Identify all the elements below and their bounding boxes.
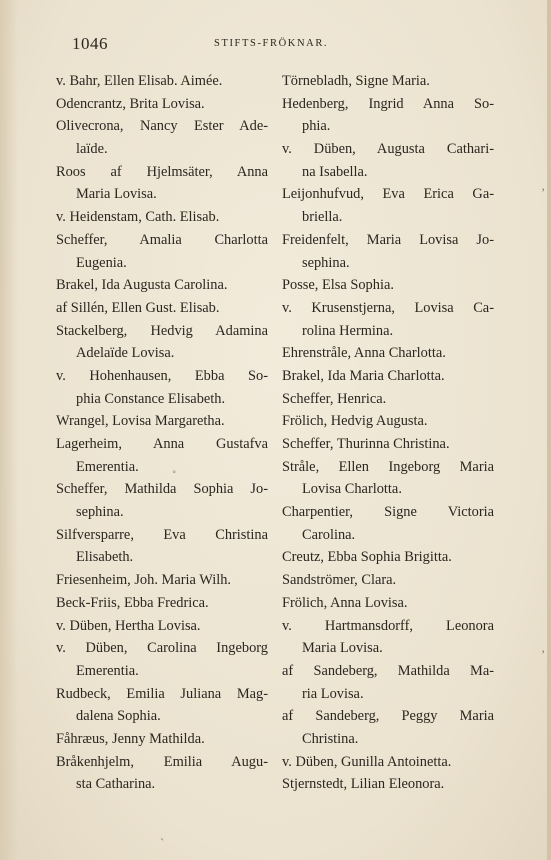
entry-line: Scheffer, Amalia Charlotta (56, 231, 268, 248)
entry-continuation-line: rolina Hermina. (302, 322, 394, 339)
entry-line: v. Düben, Carolina Ingeborg (56, 640, 268, 657)
entry-line: v. Düben, Augusta Cathari- (282, 141, 494, 158)
entry-line: Charpentier, Signe Victoria (282, 504, 494, 521)
entry-continuation-line: dalena Sophia. (76, 708, 161, 725)
page-header (72, 34, 532, 54)
entry-line: Beck-Friis, Ebba Fredrica. (56, 594, 209, 611)
entry-continuation-line: Lovisa Charlotta. (302, 481, 402, 498)
entry-continuation-line: briella. (302, 209, 343, 226)
entry-line: Posse, Elsa Sophia. (282, 277, 394, 294)
entry-continuation-line: Maria Lovisa. (302, 640, 383, 657)
entry-line: Scheffer, Thurinna Christina. (282, 436, 450, 452)
entry-line: Odencrantz, Brita Lovisa. (56, 95, 205, 112)
paper-speck: ˳ (172, 458, 177, 473)
entry-line: Friesenheim, Joh. Maria Wilh. (56, 572, 232, 589)
entry-line: v. Düben, Hertha Lovisa. (56, 617, 201, 634)
entry-continuation-line: laïde. (76, 141, 108, 158)
page-number: 1046 (72, 34, 108, 53)
entry-line: Stackelberg, Hedvig Adamina (56, 322, 268, 339)
entry-line: Lagerheim, Anna Gustafva (56, 436, 268, 452)
entry-continuation-line: Emerentia. (76, 662, 139, 679)
entry-line: Olivecrona, Nancy Ester Ade- (56, 118, 268, 135)
entry-line: Frölich, Anna Lovisa. (282, 594, 408, 611)
entry-line: Bråkenhjelm, Emilia Augu- (56, 753, 268, 770)
entry-line: Brakel, Ida Augusta Carolina. (56, 277, 228, 294)
entry-line: af Sandeberg, Mathilda Ma- (282, 662, 494, 679)
page-gutter-shadow (0, 0, 18, 860)
entry-line: v. Heidenstam, Cath. Elisab. (56, 209, 220, 226)
entry-line: Frölich, Hedvig Augusta. (282, 413, 428, 430)
entry-line: Roos af Hjelmsäter, Anna (56, 163, 268, 180)
entry-line: Scheffer, Henrica. (282, 390, 387, 407)
entry-line: Silfversparre, Eva Christina (56, 526, 268, 543)
entry-continuation-line: ria Lovisa. (302, 685, 364, 702)
entry-continuation-line: na Isabella. (302, 163, 368, 180)
entry-line: v. Hohenhausen, Ebba So- (56, 367, 268, 384)
entry-line: v. Düben, Gunilla Antoinetta. (282, 753, 452, 770)
entry-continuation-line: Carolina. (302, 526, 356, 543)
paper-speck: ‚ (541, 178, 546, 193)
entry-line: Leijonhufvud, Eva Erica Ga- (282, 186, 494, 203)
entry-line: Rudbeck, Emilia Juliana Mag- (56, 685, 268, 702)
entry-line: af Sillén, Ellen Gust. Elisab. (56, 299, 220, 316)
entry-line: Törnebladh, Signe Maria. (282, 73, 430, 89)
entry-continuation-line: Elisabeth. (76, 549, 134, 566)
entry-continuation-line: sta Catharina. (76, 776, 156, 793)
entry-continuation-line: Maria Lovisa. (76, 186, 157, 203)
entry-line: Brakel, Ida Maria Charlotta. (282, 367, 445, 384)
entry-line: Stråle, Ellen Ingeborg Maria (282, 458, 494, 475)
entry-line: v. Bahr, Ellen Elisab. Aimée. (56, 73, 223, 89)
entry-continuation-line: sephina. (302, 254, 350, 271)
page-edge (547, 0, 551, 860)
paper-speck: ‚ (541, 640, 546, 655)
entry-line: Ehrenstråle, Anna Charlotta. (282, 345, 446, 362)
running-title: STIFTS-FRÖKNAR. (214, 38, 329, 49)
entry-line: v. Krusenstjerna, Lovisa Ca- (282, 299, 494, 316)
right-column-list (282, 70, 494, 796)
entry-continuation-line: phia Constance Elisabeth. (76, 390, 226, 407)
entry-line: Sandströmer, Clara. (282, 572, 397, 589)
entry-line: Hedenberg, Ingrid Anna So- (282, 95, 494, 112)
entry-continuation-line: Christina. (302, 730, 359, 747)
entry-continuation-line: Eugenia. (76, 254, 127, 271)
entry-line: Freidenfelt, Maria Lovisa Jo- (282, 231, 494, 248)
entry-line: af Sandeberg, Peggy Maria (282, 708, 494, 725)
entry-line: Wrangel, Lovisa Margaretha. (56, 413, 225, 430)
entry-continuation-line: phia. (302, 118, 331, 135)
entry-continuation-line: Adelaïde Lovisa. (76, 345, 175, 362)
entry-continuation-line: Emerentia. (76, 458, 139, 475)
entry-line: Fåhræus, Jenny Mathilda. (56, 730, 205, 747)
paper-speck: ˎ (160, 826, 165, 841)
entry-continuation-line: sephina. (76, 504, 124, 521)
left-column-list (56, 70, 268, 796)
entry-line: Creutz, Ebba Sophia Brigitta. (282, 549, 452, 566)
entry-line: Stjernstedt, Lilian Eleonora. (282, 776, 445, 793)
entry-line: v. Hartmansdorff, Leonora (282, 617, 494, 634)
entry-line: Scheffer, Mathilda Sophia Jo- (56, 481, 268, 498)
